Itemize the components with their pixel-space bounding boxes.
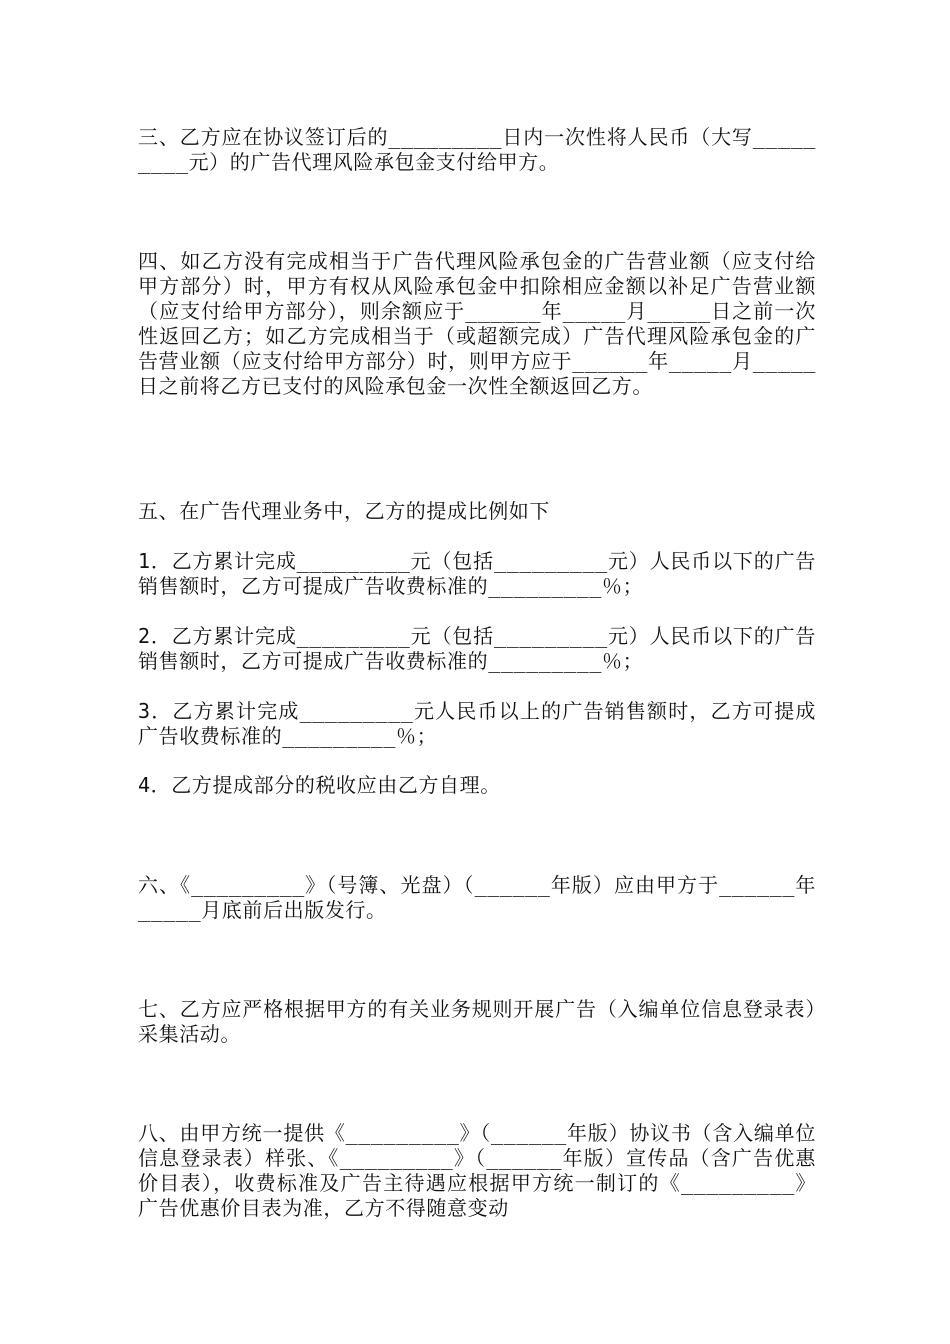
- clause-3: 三、乙方应在协议签订后的_________日内一次性将人民币（大写_________元）的广告代理风险承包金支付给甲方。: [138, 125, 816, 174]
- clause-4: 四、如乙方没有完成相当于广告代理风险承包金的广告营业额（应支付给甲方部分）时，甲方有权从风险承包金中扣除相应金额以补足广告营业额（应支付给甲方部分），则余额应于______年_____月_____日之前一次性返回乙方；如乙方完成相当于（或超额完成）广告代理风险承包金的广告营业额（应支付给甲方部分）时，则甲方应于______年_____月_____日之前将乙方已支付的风险承包金一次性全额返回乙方。: [138, 249, 816, 398]
- clause-5-item-2: 2．乙方累计完成_________元（包括_________元）人民币以下的广告销售额时，乙方可提成广告收费标准的_________％；: [138, 624, 816, 673]
- clause-5-item-4: 4．乙方提成部分的税收应由乙方自理。: [138, 773, 501, 797]
- clause-5-item-3: 3．乙方累计完成_________元人民币以上的广告销售额时，乙方可提成广告收费标准的_________％；: [138, 699, 816, 748]
- clause-5-item-1: 1．乙方累计完成_________元（包括_________元）人民币以下的广告销售额时，乙方可提成广告收费标准的_________％；: [138, 549, 816, 598]
- clause-7: 七、乙方应严格根据甲方的有关业务规则开展广告（入编单位信息登录表）采集活动。: [138, 997, 816, 1046]
- clause-8: 八、由甲方统一提供《_________》（______年版）协议书（含入编单位信息登录表）样张、《_________》（______年版）宣传品（含广告优惠价目表），收费标准及广告主待遇应根据甲方统一制订的《_________》广告优惠价目表为准，乙方不得随意变动: [138, 1121, 816, 1220]
- clause-6: 六、《_________》（号簿、光盘）（______年版）应由甲方于______年_____月底前后出版发行。: [138, 873, 816, 922]
- clause-5-heading: 五、在广告代理业务中，乙方的提成比例如下: [138, 499, 550, 523]
